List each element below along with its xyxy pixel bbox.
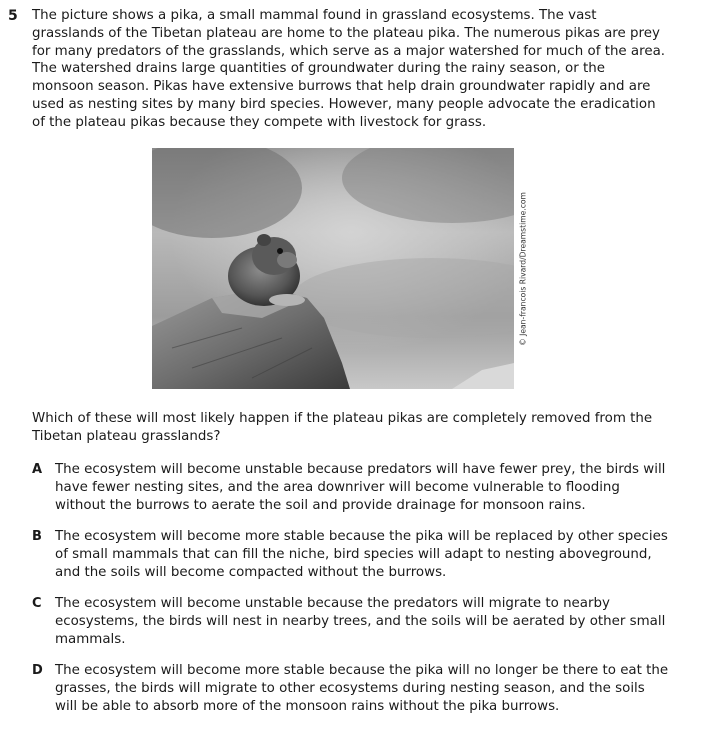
passage-line: used as nesting sites by many bird species. However, many people advocate the eradication — [32, 96, 656, 112]
question-line: Tibetan plateau grasslands? — [32, 428, 221, 444]
option-line: have fewer nesting sites, and the area downriver will become vulnerable to flooding — [55, 479, 620, 495]
answer-option-a[interactable] — [32, 461, 692, 515]
answer-option-b[interactable] — [32, 528, 692, 582]
option-letter: C — [32, 596, 42, 611]
passage-line: monsoon season. Pikas have extensive burrows that help drain groundwater rapidly and are — [32, 79, 651, 95]
question-line: Which of these will most likely happen if the plateau pikas are completely removed from the — [32, 411, 653, 426]
pika-photo-graphic — [152, 148, 514, 389]
option-text — [55, 662, 668, 715]
passage-line: for many predators of the grasslands, which serve as a major watershed for much of the area. — [32, 43, 666, 59]
passage-line: grasslands of the Tibetan plateau are home to the plateau pika. The numerous pikas are prey — [32, 25, 660, 41]
option-line: The ecosystem will become unstable because the predators will migrate to nearby — [55, 596, 610, 611]
pika-photo — [152, 148, 514, 389]
option-line: The ecosystem will become more stable because the pika will be replaced by other species — [55, 529, 668, 544]
option-line: without the burrows to aerate the soil and provide drainage for monsoon rains. — [55, 497, 586, 513]
option-letter: A — [32, 462, 43, 477]
option-text — [55, 528, 668, 581]
option-line: of small mammals that can fill the niche, bird species will adapt to nesting aboveground, — [55, 546, 652, 562]
passage-line: The watershed drains large quantities of groundwater during the rainy season, or the — [32, 61, 605, 77]
option-letter: D — [32, 663, 43, 678]
answer-option-c[interactable] — [32, 595, 692, 649]
option-line: The ecosystem will become more stable because the pika will no longer be there to eat the — [55, 663, 669, 678]
option-line: will be able to absorb more of the monsoon rains without the pika burrows. — [55, 698, 560, 714]
question-stem — [32, 410, 682, 446]
photo-credit-text: © Jean-francois Rivard/Dreamstime.com — [518, 191, 528, 346]
option-line: The ecosystem will become unstable because predators will have fewer prey, the birds will — [55, 462, 666, 477]
passage-line: The picture shows a pika, a small mammal found in grassland ecosystems. The vast — [32, 8, 597, 23]
option-line: grasses, the birds will migrate to other ecosystems during nesting season, and the soils — [55, 680, 645, 696]
option-text — [55, 595, 665, 648]
passage-line: of the plateau pikas because they compete with livestock for grass. — [32, 114, 487, 130]
photo-credit — [516, 148, 530, 389]
option-text — [55, 461, 665, 514]
answer-option-d[interactable] — [32, 662, 692, 716]
passage — [32, 7, 682, 132]
option-line: mammals. — [55, 631, 126, 647]
option-letter: B — [32, 529, 42, 544]
option-line: ecosystems, the birds will nest in nearby trees, and the soils will be aerated by other small — [55, 613, 666, 629]
question-number: 5 — [8, 8, 18, 24]
option-line: and the soils will become compacted without the burrows. — [55, 564, 447, 580]
